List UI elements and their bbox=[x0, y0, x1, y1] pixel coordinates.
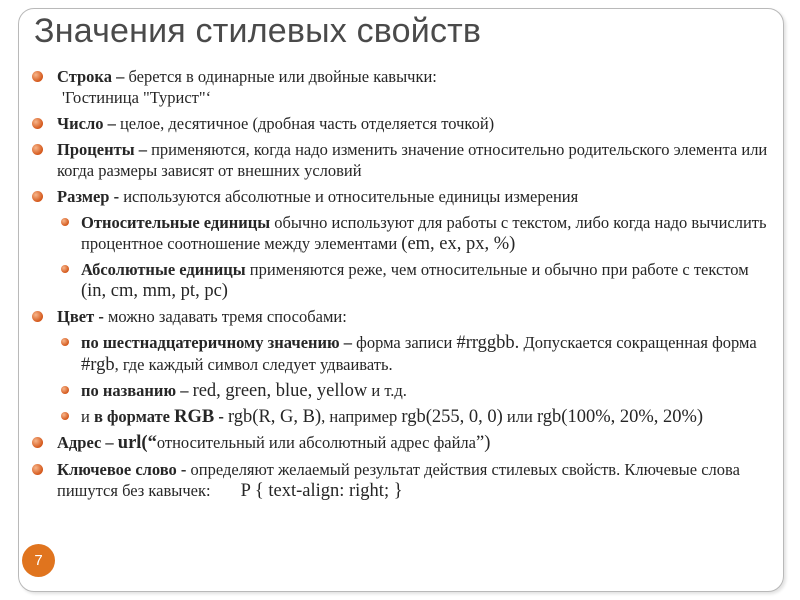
slide-content bbox=[30, 66, 775, 507]
rgb-example: rgb(255, 0, 0) bbox=[401, 407, 503, 427]
bullet-color: Цвет - можно задавать тремя способами: bbox=[30, 306, 775, 327]
bullet-size: Размер - используются абсолютные и относительные единицы измерения bbox=[30, 186, 775, 207]
bullet-icon bbox=[61, 218, 69, 226]
keyword-example: P { text-align: right; } bbox=[240, 481, 403, 501]
bullet-icon bbox=[61, 412, 69, 420]
term-size: Размер bbox=[57, 187, 110, 206]
term-keyword: Ключевое слово bbox=[57, 460, 177, 479]
term-absolute-units: Абсолютные единицы bbox=[81, 260, 246, 279]
bullet-icon bbox=[61, 338, 69, 346]
rgb-syntax: rgb(R, G, B) bbox=[227, 407, 322, 427]
bullet-string: Строка – берется в одинарные или двойные кавычки: 'Гостиница "Турист"‘ bbox=[30, 66, 775, 108]
rgb-percent-example: rgb(100%, 20%, 20%) bbox=[536, 407, 704, 427]
url-close: ”) bbox=[475, 433, 491, 453]
number-desc: целое, десятичное (дробная часть отделяется точкой) bbox=[119, 114, 495, 133]
slide-number-badge: 7 bbox=[22, 544, 55, 577]
hex-code: #rrggbb. bbox=[456, 333, 520, 353]
color-names: red, green, blue, yellow bbox=[192, 381, 368, 401]
address-desc: относительный или абсолютный адрес файла bbox=[156, 433, 476, 452]
bullet-keyword: Ключевое слово - определяют желаемый результат действия стилевых свойств. Ключевые слова пишутся без кавычек: P { text-align: right; } bbox=[30, 459, 775, 502]
sub-bullet-rgb: и в формате RGB - rgb(R, G, B), например rgb(255, 0, 0) или rgb(100%, 20%, 20%) bbox=[30, 406, 775, 428]
term-relative-units: Относительные единицы bbox=[81, 213, 271, 232]
bullet-icon bbox=[32, 311, 43, 322]
bullet-number: Число – целое, десятичное (дробная часть отделяется точкой) bbox=[30, 113, 775, 134]
color-desc: можно задавать тремя способами: bbox=[107, 307, 347, 326]
term-rgb: в формате bbox=[93, 407, 175, 426]
bullet-icon bbox=[61, 265, 69, 273]
term-hex: по шестнадцатеричному значению bbox=[81, 333, 340, 352]
bullet-icon bbox=[32, 118, 43, 129]
size-desc: используются абсолютные и относительные единицы измерения bbox=[123, 187, 579, 206]
bullet-icon bbox=[61, 386, 69, 394]
keyword-desc: определяют желаемый результат действия стилевых свойств. Ключевые слова пишутся без кавычек: bbox=[57, 460, 740, 500]
percent-desc: применяются, когда надо изменить значение относительно родительского элемента или когда размеры зависят от внешних условий bbox=[57, 140, 768, 180]
bullet-address: Адрес – url(“относительный или абсолютный адрес файла”) bbox=[30, 432, 775, 454]
string-example: 'Гостиница "Турист"‘ bbox=[62, 88, 212, 107]
sub-bullet-hex: по шестнадцатеричному значению – форма записи #rrggbb. Допускается сокращенная форма #rgb, где каждый символ следует удваивать. bbox=[30, 332, 775, 376]
absolute-units-list: (in, cm, mm, pt, pc) bbox=[81, 281, 228, 301]
term-percent: Проценты bbox=[57, 140, 135, 159]
bullet-icon bbox=[32, 71, 43, 82]
term-address: Адрес bbox=[57, 433, 102, 452]
sub-bullet-name: по названию – red, green, blue, yellow и т.д. bbox=[30, 380, 775, 402]
term-number: Число bbox=[57, 114, 104, 133]
term-by-name: по названию bbox=[81, 381, 177, 400]
sub-bullet-absolute: Абсолютные единицы применяются реже, чем относительные и обычно при работе с текстом (in, cm, mm, pt, pc) bbox=[30, 259, 775, 302]
term-string: Строка bbox=[57, 67, 112, 86]
sub-bullet-relative: Относительные единицы обычно используют для работы с текстом, либо когда надо вычислить процентное соотношение между элементами (em, ex, px, %) bbox=[30, 212, 775, 255]
bullet-percent: Проценты – применяются, когда надо изменить значение относительно родительского элемента или когда размеры зависят от внешних условий bbox=[30, 139, 775, 181]
short-hex-code: #rgb bbox=[81, 355, 115, 375]
bullet-icon bbox=[32, 144, 43, 155]
relative-units-list: (em, ex, px, %) bbox=[401, 234, 516, 254]
bullet-icon bbox=[32, 191, 43, 202]
bullet-icon bbox=[32, 437, 43, 448]
url-open: url(“ bbox=[117, 433, 157, 453]
slide-title: Значения стилевых свойств bbox=[34, 12, 482, 50]
term-color: Цвет bbox=[57, 307, 95, 326]
string-desc: берется в одинарные или двойные кавычки: bbox=[128, 67, 437, 86]
bullet-icon bbox=[32, 464, 43, 475]
